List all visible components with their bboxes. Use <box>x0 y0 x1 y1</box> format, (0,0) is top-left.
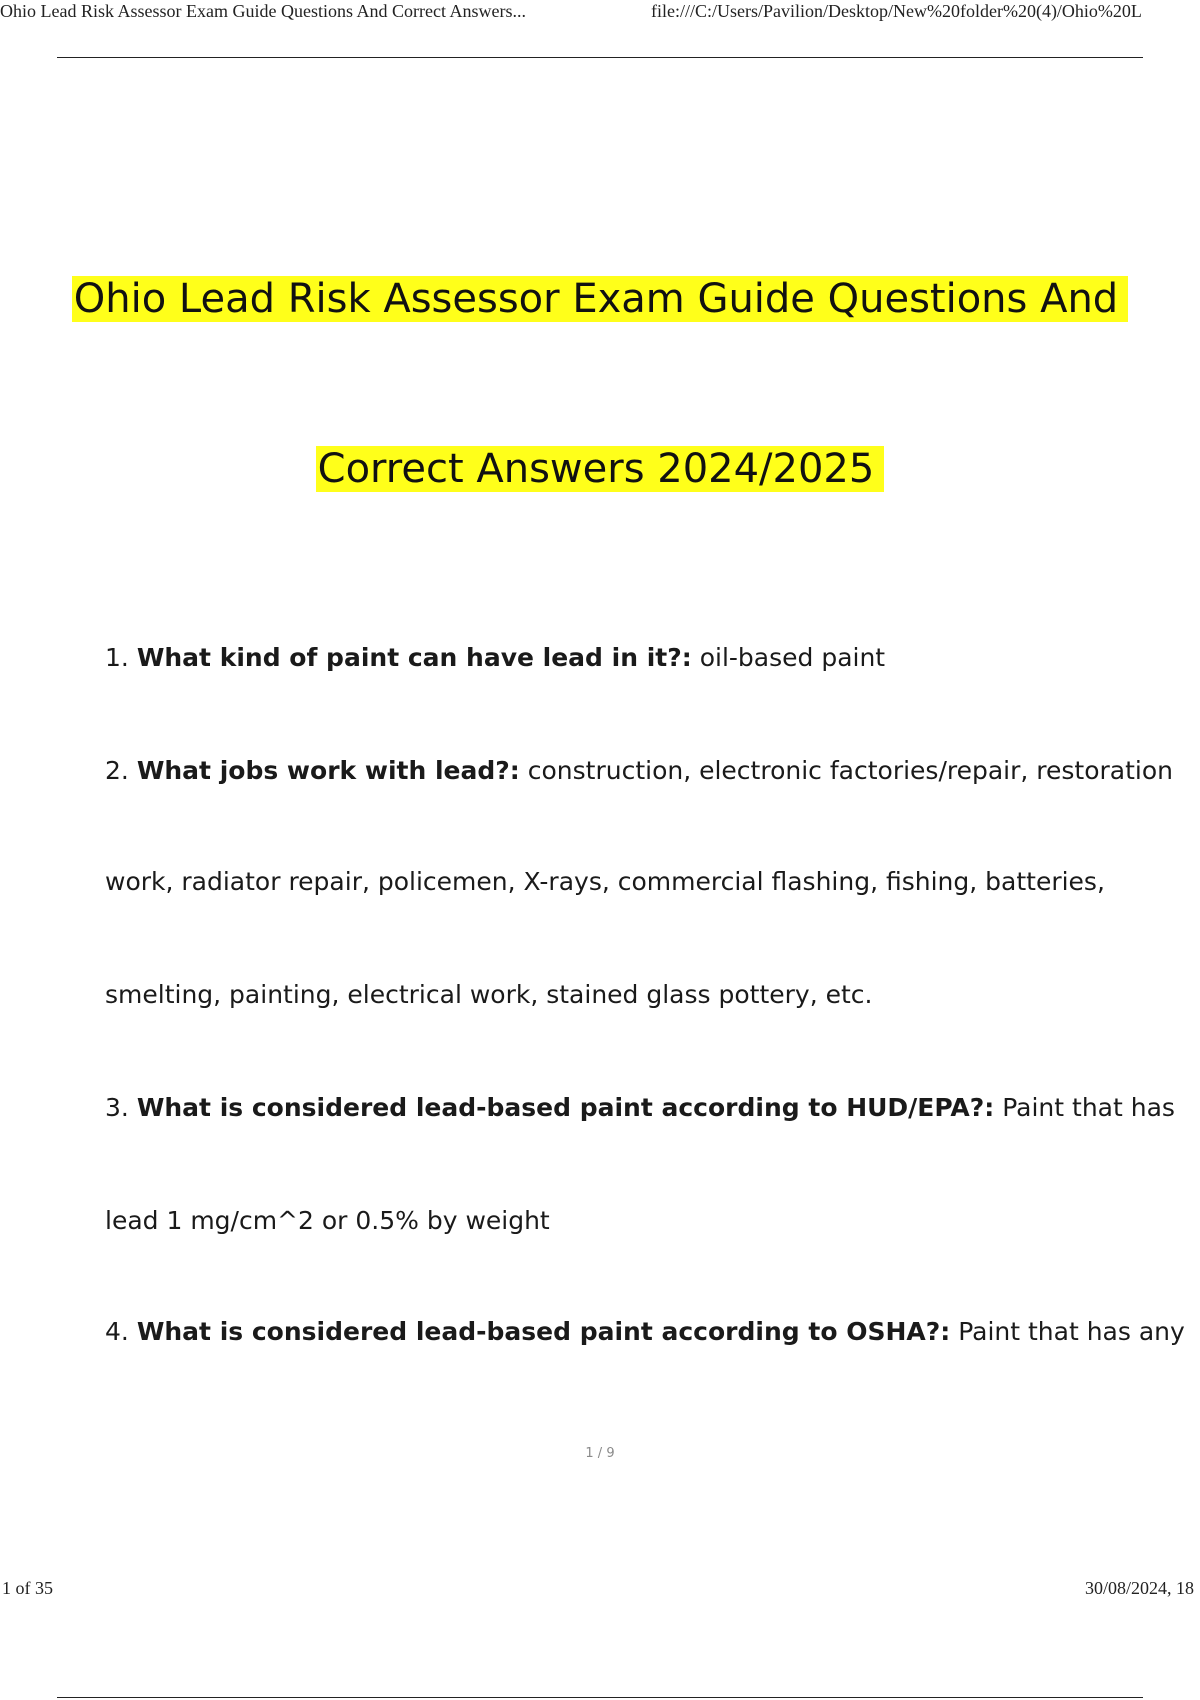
bottom-divider <box>57 1697 1143 1698</box>
item-number: 3. <box>105 1093 129 1122</box>
print-header-url: file:///C:/Users/Pavilion/Desktop/New%20folder%20(4)/Ohio%20L <box>651 1 1142 21</box>
item-number: 2. <box>105 756 129 785</box>
qa-item-3 <box>105 1093 1175 1122</box>
answer-text: Paint that has any <box>958 1317 1185 1346</box>
document-title-line-1 <box>0 271 1200 327</box>
answer-continuation: work, radiator repair, policemen, X-rays, commercial flashing, fishing, batteries, <box>105 867 1105 896</box>
title-highlight-2: Correct Answers 2024/2025 <box>316 446 885 492</box>
qa-item-4 <box>105 1317 1185 1346</box>
question-text: What jobs work with lead?: <box>136 756 520 785</box>
print-footer-page: 1 of 35 <box>2 1578 53 1598</box>
page-indicator: 1 / 9 <box>585 1446 615 1461</box>
qa-item-2 <box>105 756 1174 785</box>
title-highlight-1: Ohio Lead Risk Assessor Exam Guide Questions And <box>72 276 1128 322</box>
item-number: 1. <box>105 643 129 672</box>
document-title-line-2 <box>0 441 1200 497</box>
print-footer-date: 30/08/2024, 18 <box>1085 1578 1195 1598</box>
answer-continuation: lead 1 mg/cm^2 or 0.5% by weight <box>105 1206 550 1235</box>
qa-item-1 <box>105 643 1145 672</box>
top-divider <box>57 57 1143 58</box>
answer-continuation: smelting, painting, electrical work, stained glass pottery, etc. <box>105 980 873 1009</box>
print-header <box>0 0 1200 30</box>
answer-text: oil-based paint <box>699 643 886 672</box>
answer-text: construction, electronic factories/repair, restoration <box>527 756 1174 785</box>
question-text: What is considered lead-based paint according to OSHA?: <box>136 1317 951 1346</box>
item-number: 4. <box>105 1317 129 1346</box>
question-text: What kind of paint can have lead in it?: <box>136 643 692 672</box>
answer-text: Paint that has <box>1002 1093 1175 1122</box>
question-text: What is considered lead-based paint according to HUD/EPA?: <box>136 1093 995 1122</box>
print-header-title: Ohio Lead Risk Assessor Exam Guide Questions And Correct Answers... <box>0 1 526 21</box>
